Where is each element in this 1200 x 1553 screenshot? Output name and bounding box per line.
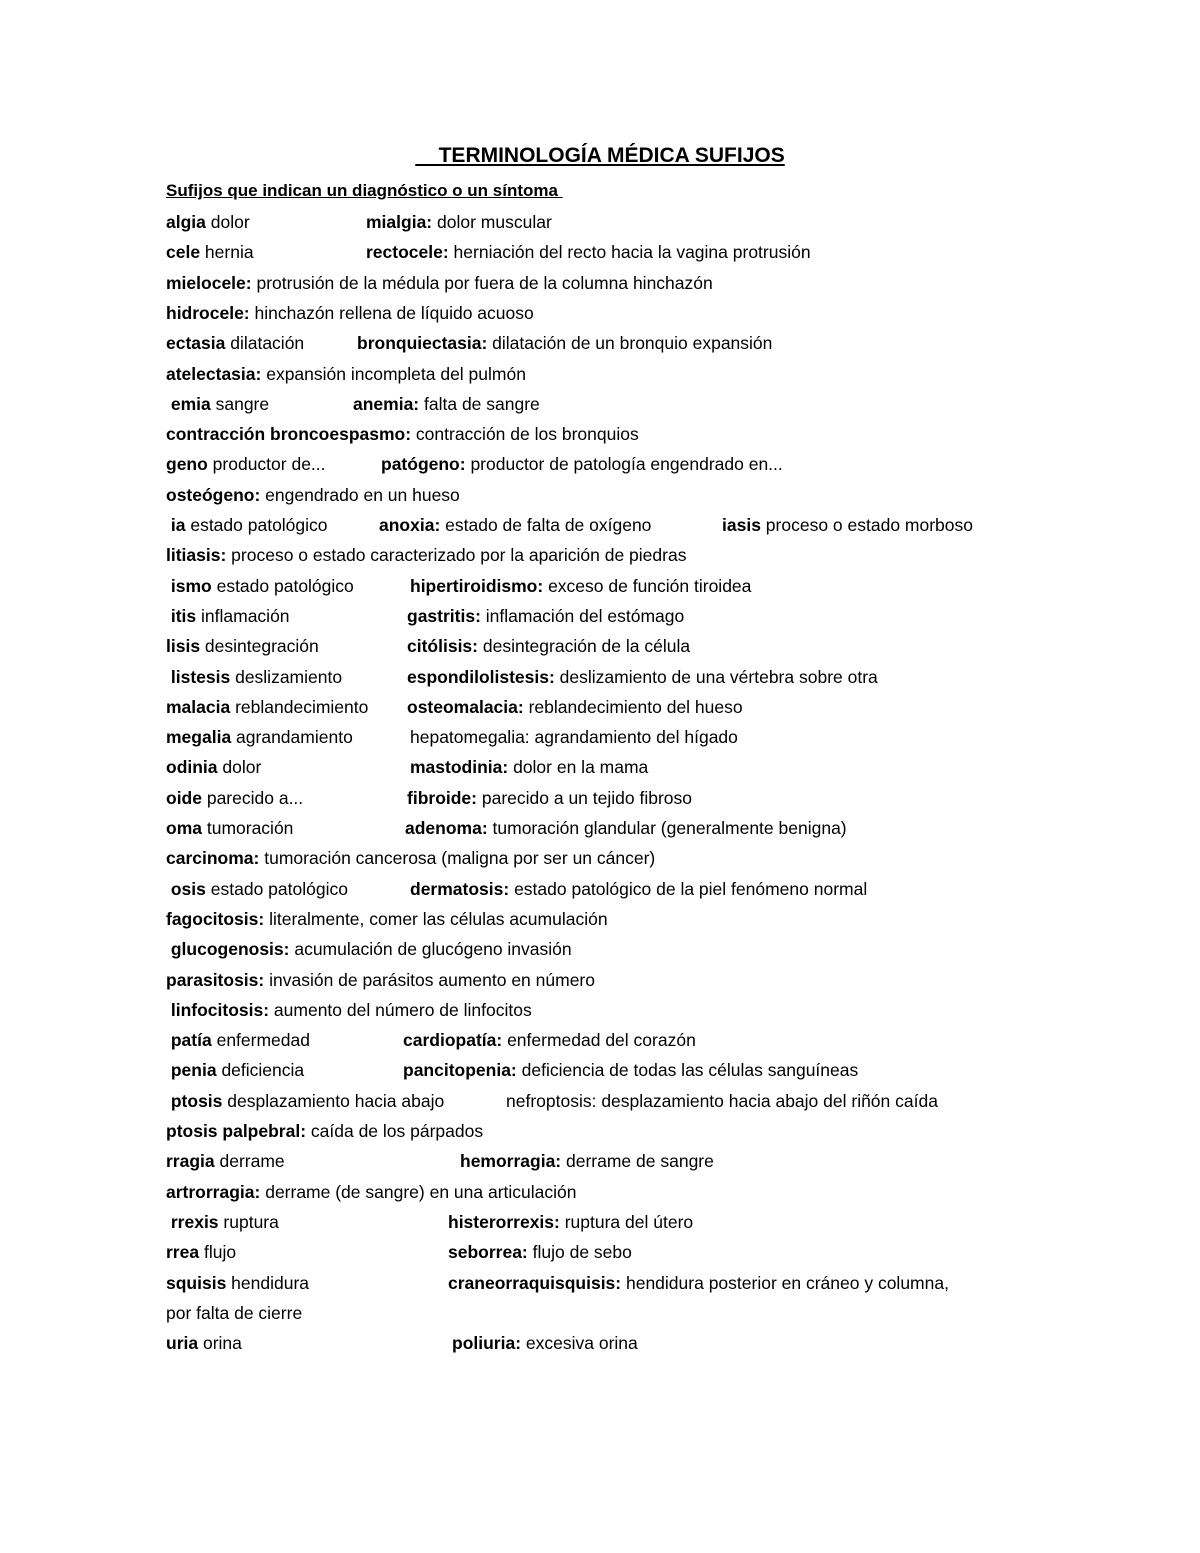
term-entry: [366, 209, 552, 235]
term-keyword: seborrea:: [448, 1242, 528, 1263]
term-definition: orina: [198, 1333, 242, 1354]
term-definition: expansión incompleta del pulmón: [261, 363, 526, 384]
term-definition: tumoración glandular (generalmente benigna): [487, 818, 847, 838]
term-keyword: artrorragia:: [166, 1181, 261, 1202]
term-entry: [166, 603, 290, 629]
term-definition: estado patológico: [211, 575, 354, 596]
term-definition: tumoración cancerosa (maligna por ser un cáncer): [259, 848, 656, 869]
term-entry: [166, 1330, 242, 1356]
term-definition: parecido a un tejido fibroso: [477, 787, 692, 808]
term-entry: [410, 754, 648, 780]
term-entry: [506, 1088, 938, 1114]
term-keyword: oide: [166, 787, 202, 808]
term-definition: acumulación de glucógeno invasión: [289, 939, 572, 960]
term-keyword: atelectasia:: [166, 363, 262, 384]
term-keyword: listesis: [166, 666, 231, 687]
term-entry: [448, 1209, 693, 1235]
term-keyword: uria: [166, 1333, 199, 1354]
term-keyword: oma: [166, 818, 202, 838]
term-definition: deslizamiento: [230, 666, 343, 687]
term-keyword: bronquiectasia:: [357, 333, 488, 354]
term-entry: [410, 724, 738, 750]
term-entry: [166, 1148, 285, 1174]
term-entry: [166, 815, 293, 841]
term-keyword: osis: [166, 878, 206, 899]
term-entry: [166, 300, 534, 326]
term-keyword: linfocitosis:: [166, 999, 270, 1020]
term-definition: flujo: [199, 1242, 237, 1263]
term-definition: inflamación: [196, 605, 290, 626]
term-entry: [166, 451, 326, 477]
term-definition: inflamación del estómago: [480, 605, 685, 626]
term-entry: [166, 391, 269, 417]
term-entry: [722, 512, 973, 538]
term-entry: [166, 906, 608, 932]
term-keyword: algia: [166, 212, 206, 232]
term-definition: protrusión de la médula por fuera de la columna hinchazón: [251, 272, 713, 293]
term-keyword: adenoma:: [405, 818, 488, 838]
term-keyword: odinia: [166, 757, 218, 778]
term-definition: deficiencia: [216, 1060, 305, 1081]
term-definition: productor de...: [207, 454, 326, 475]
term-definition: deslizamiento de una vértebra sobre otra: [554, 666, 878, 687]
term-keyword: ia: [166, 515, 186, 535]
term-definition: flujo de sebo: [527, 1242, 632, 1263]
term-entry: [379, 512, 651, 538]
term-definition: dilatación: [225, 333, 305, 354]
term-keyword: mielocele:: [166, 272, 252, 293]
term-keyword: rragia: [166, 1151, 215, 1172]
term-definition: hendidura posterior en cráneo y columna,: [621, 1272, 949, 1293]
term-entry: [166, 876, 348, 902]
term-definition: agrandamiento: [231, 727, 353, 748]
term-entry: [166, 361, 526, 387]
term-definition: proceso o estado morboso: [760, 515, 974, 535]
term-definition: estado patológico: [185, 515, 328, 535]
term-keyword: emia: [166, 393, 211, 414]
term-entry: [166, 209, 250, 235]
term-keyword: pancitopenia:: [403, 1060, 517, 1081]
term-entry: [448, 1270, 949, 1296]
term-definition: derrame (de sangre) en una articulación: [260, 1181, 577, 1202]
term-definition: derrame de sangre: [561, 1151, 714, 1172]
term-entry: [166, 482, 460, 508]
term-keyword: litiasis:: [166, 545, 227, 566]
term-entry: [460, 1148, 714, 1174]
term-entry: [166, 1118, 483, 1144]
term-definition: estado patológico: [205, 878, 348, 899]
term-definition: parecido a...: [201, 787, 304, 808]
term-entry: [166, 633, 319, 659]
term-definition: productor de patología engendrado en...: [465, 454, 783, 475]
term-keyword: cardiopatía:: [403, 1030, 503, 1051]
term-entry: [166, 694, 368, 720]
term-keyword: mastodinia:: [410, 757, 509, 778]
term-definition: contracción de los bronquios: [411, 424, 639, 445]
term-entry: [166, 997, 532, 1023]
term-definition: estado patológico de la piel fenómeno normal: [509, 878, 868, 899]
term-keyword: osteomalacia:: [407, 696, 524, 717]
term-keyword: patía: [166, 1030, 212, 1051]
term-definition: exceso de función tiroidea: [543, 575, 752, 596]
term-definition: hendidura: [226, 1272, 310, 1293]
term-definition: engendrado en un hueso: [260, 484, 460, 505]
term-keyword: anoxia:: [379, 515, 441, 535]
term-entry: [166, 845, 655, 871]
term-entry: [366, 239, 811, 265]
term-keyword: hipertiroidismo:: [410, 575, 544, 596]
term-definition: hernia: [200, 242, 254, 263]
term-definition: dolor muscular: [432, 212, 552, 232]
document-title: TERMINOLOGÍA MÉDICA SUFIJOS: [415, 144, 785, 167]
term-entry: [166, 1179, 577, 1205]
term-keyword: rrexis: [166, 1211, 219, 1232]
section-subtitle: Sufijos que indican un diagnóstico o un síntoma: [166, 181, 563, 200]
term-definition: proceso o estado caracterizado por la aparición de piedras: [226, 545, 687, 566]
term-definition: por falta de cierre: [166, 1302, 303, 1323]
term-entry: [410, 573, 751, 599]
term-keyword: lisis: [166, 636, 201, 657]
term-definition: literalmente, comer las células acumulación: [264, 908, 608, 929]
term-keyword: fibroide:: [407, 787, 477, 808]
term-entry: [166, 785, 303, 811]
term-keyword: megalia: [166, 727, 232, 748]
term-definition: nefroptosis: desplazamiento hacia abajo del riñón caída: [506, 1090, 938, 1111]
term-definition: aumento del número de linfocitos: [269, 999, 532, 1020]
term-definition: invasión de parásitos aumento en número: [264, 969, 595, 990]
term-keyword: gastritis:: [407, 605, 481, 626]
term-definition: tumoración: [201, 818, 294, 838]
term-entry: [166, 512, 328, 538]
term-definition: derrame: [214, 1151, 285, 1172]
term-keyword: ismo: [166, 575, 212, 596]
term-entry: [448, 1239, 632, 1265]
term-definition: enfermedad: [211, 1030, 310, 1051]
term-entry: [166, 270, 713, 296]
term-entry: [353, 391, 540, 417]
term-entry: [452, 1330, 638, 1356]
term-definition: dolor: [205, 212, 250, 232]
term-entry: [405, 815, 847, 841]
term-keyword: osteógeno:: [166, 484, 261, 505]
term-keyword: dermatosis:: [410, 878, 510, 899]
term-entry: [357, 330, 772, 356]
term-definition: herniación del recto hacia la vagina protrusión: [448, 242, 811, 263]
term-definition: dilatación de un bronquio expansión: [487, 333, 773, 354]
term-definition: desintegración de la célula: [478, 636, 691, 657]
term-keyword: hemorragia:: [460, 1151, 562, 1172]
term-keyword: patógeno:: [381, 454, 466, 475]
term-entry: [166, 936, 572, 962]
term-entry: [403, 1057, 858, 1083]
term-keyword: ectasia: [166, 333, 226, 354]
term-entry: [166, 1027, 310, 1053]
term-entry: [166, 1088, 444, 1114]
term-definition: hinchazón rellena de líquido acuoso: [249, 302, 534, 323]
term-definition: desintegración: [200, 636, 319, 657]
term-entry: [166, 542, 686, 568]
term-keyword: poliuria:: [452, 1333, 522, 1354]
term-keyword: fagocitosis:: [166, 908, 265, 929]
term-keyword: craneorraquisquisis:: [448, 1272, 622, 1293]
term-entry: [166, 330, 304, 356]
term-keyword: mialgia:: [366, 212, 433, 232]
term-entry: [407, 603, 684, 629]
term-entry: [410, 876, 867, 902]
term-keyword: iasis: [722, 515, 761, 535]
term-keyword: histerorrexis:: [448, 1211, 560, 1232]
term-entry: [166, 239, 254, 265]
term-entry: [166, 1057, 304, 1083]
term-definition: deficiencia de todas las células sanguíneas: [516, 1060, 859, 1081]
term-definition: falta de sangre: [419, 393, 540, 414]
term-keyword: carcinoma:: [166, 848, 260, 869]
term-keyword: hidrocele:: [166, 302, 250, 323]
term-keyword: espondilolistesis:: [407, 666, 555, 687]
term-entry: [407, 664, 878, 690]
term-definition: ruptura del útero: [559, 1211, 694, 1232]
term-entry: [166, 1209, 279, 1235]
term-definition: reblandecimiento: [230, 696, 369, 717]
term-definition: enfermedad del corazón: [502, 1030, 696, 1051]
term-keyword: glucogenosis:: [166, 939, 290, 960]
term-keyword: squisis: [166, 1272, 227, 1293]
term-definition: ruptura: [218, 1211, 279, 1232]
term-entry: [381, 451, 783, 477]
term-keyword: rectocele:: [366, 242, 449, 263]
term-entry: [407, 633, 690, 659]
term-definition: hepatomegalia: agrandamiento del hígado: [410, 727, 738, 748]
term-entry: [166, 967, 595, 993]
term-keyword: anemia:: [353, 393, 420, 414]
term-definition: reblandecimiento del hueso: [523, 696, 743, 717]
term-keyword: geno: [166, 454, 208, 475]
term-entry: [166, 1270, 309, 1296]
term-definition: dolor en la mama: [508, 757, 649, 778]
term-definition: sangre: [210, 393, 270, 414]
term-entry: [407, 694, 743, 720]
term-keyword: cele: [166, 242, 201, 263]
term-entry: [166, 573, 354, 599]
term-definition: dolor: [217, 757, 262, 778]
term-keyword: rrea: [166, 1242, 200, 1263]
term-definition: estado de falta de oxígeno: [440, 515, 652, 535]
term-entry: [166, 754, 261, 780]
term-keyword: citólisis:: [407, 636, 478, 657]
term-entry: [403, 1027, 696, 1053]
term-keyword: malacia: [166, 696, 231, 717]
term-keyword: parasitosis:: [166, 969, 265, 990]
term-keyword: contracción broncoespasmo:: [166, 424, 412, 445]
term-keyword: ptosis: [166, 1090, 223, 1111]
term-keyword: itis: [166, 605, 197, 626]
term-definition: caída de los párpados: [306, 1121, 484, 1141]
term-entry: [166, 421, 639, 447]
term-definition: desplazamiento hacia abajo: [222, 1090, 445, 1111]
term-entry: [166, 1239, 236, 1265]
term-entry: [407, 785, 692, 811]
term-definition: excesiva orina: [521, 1333, 638, 1354]
term-entry: [166, 664, 342, 690]
term-entry: [166, 1300, 302, 1326]
term-entry: [166, 724, 353, 750]
term-keyword: penia: [166, 1060, 217, 1081]
term-keyword: ptosis palpebral:: [166, 1121, 307, 1141]
